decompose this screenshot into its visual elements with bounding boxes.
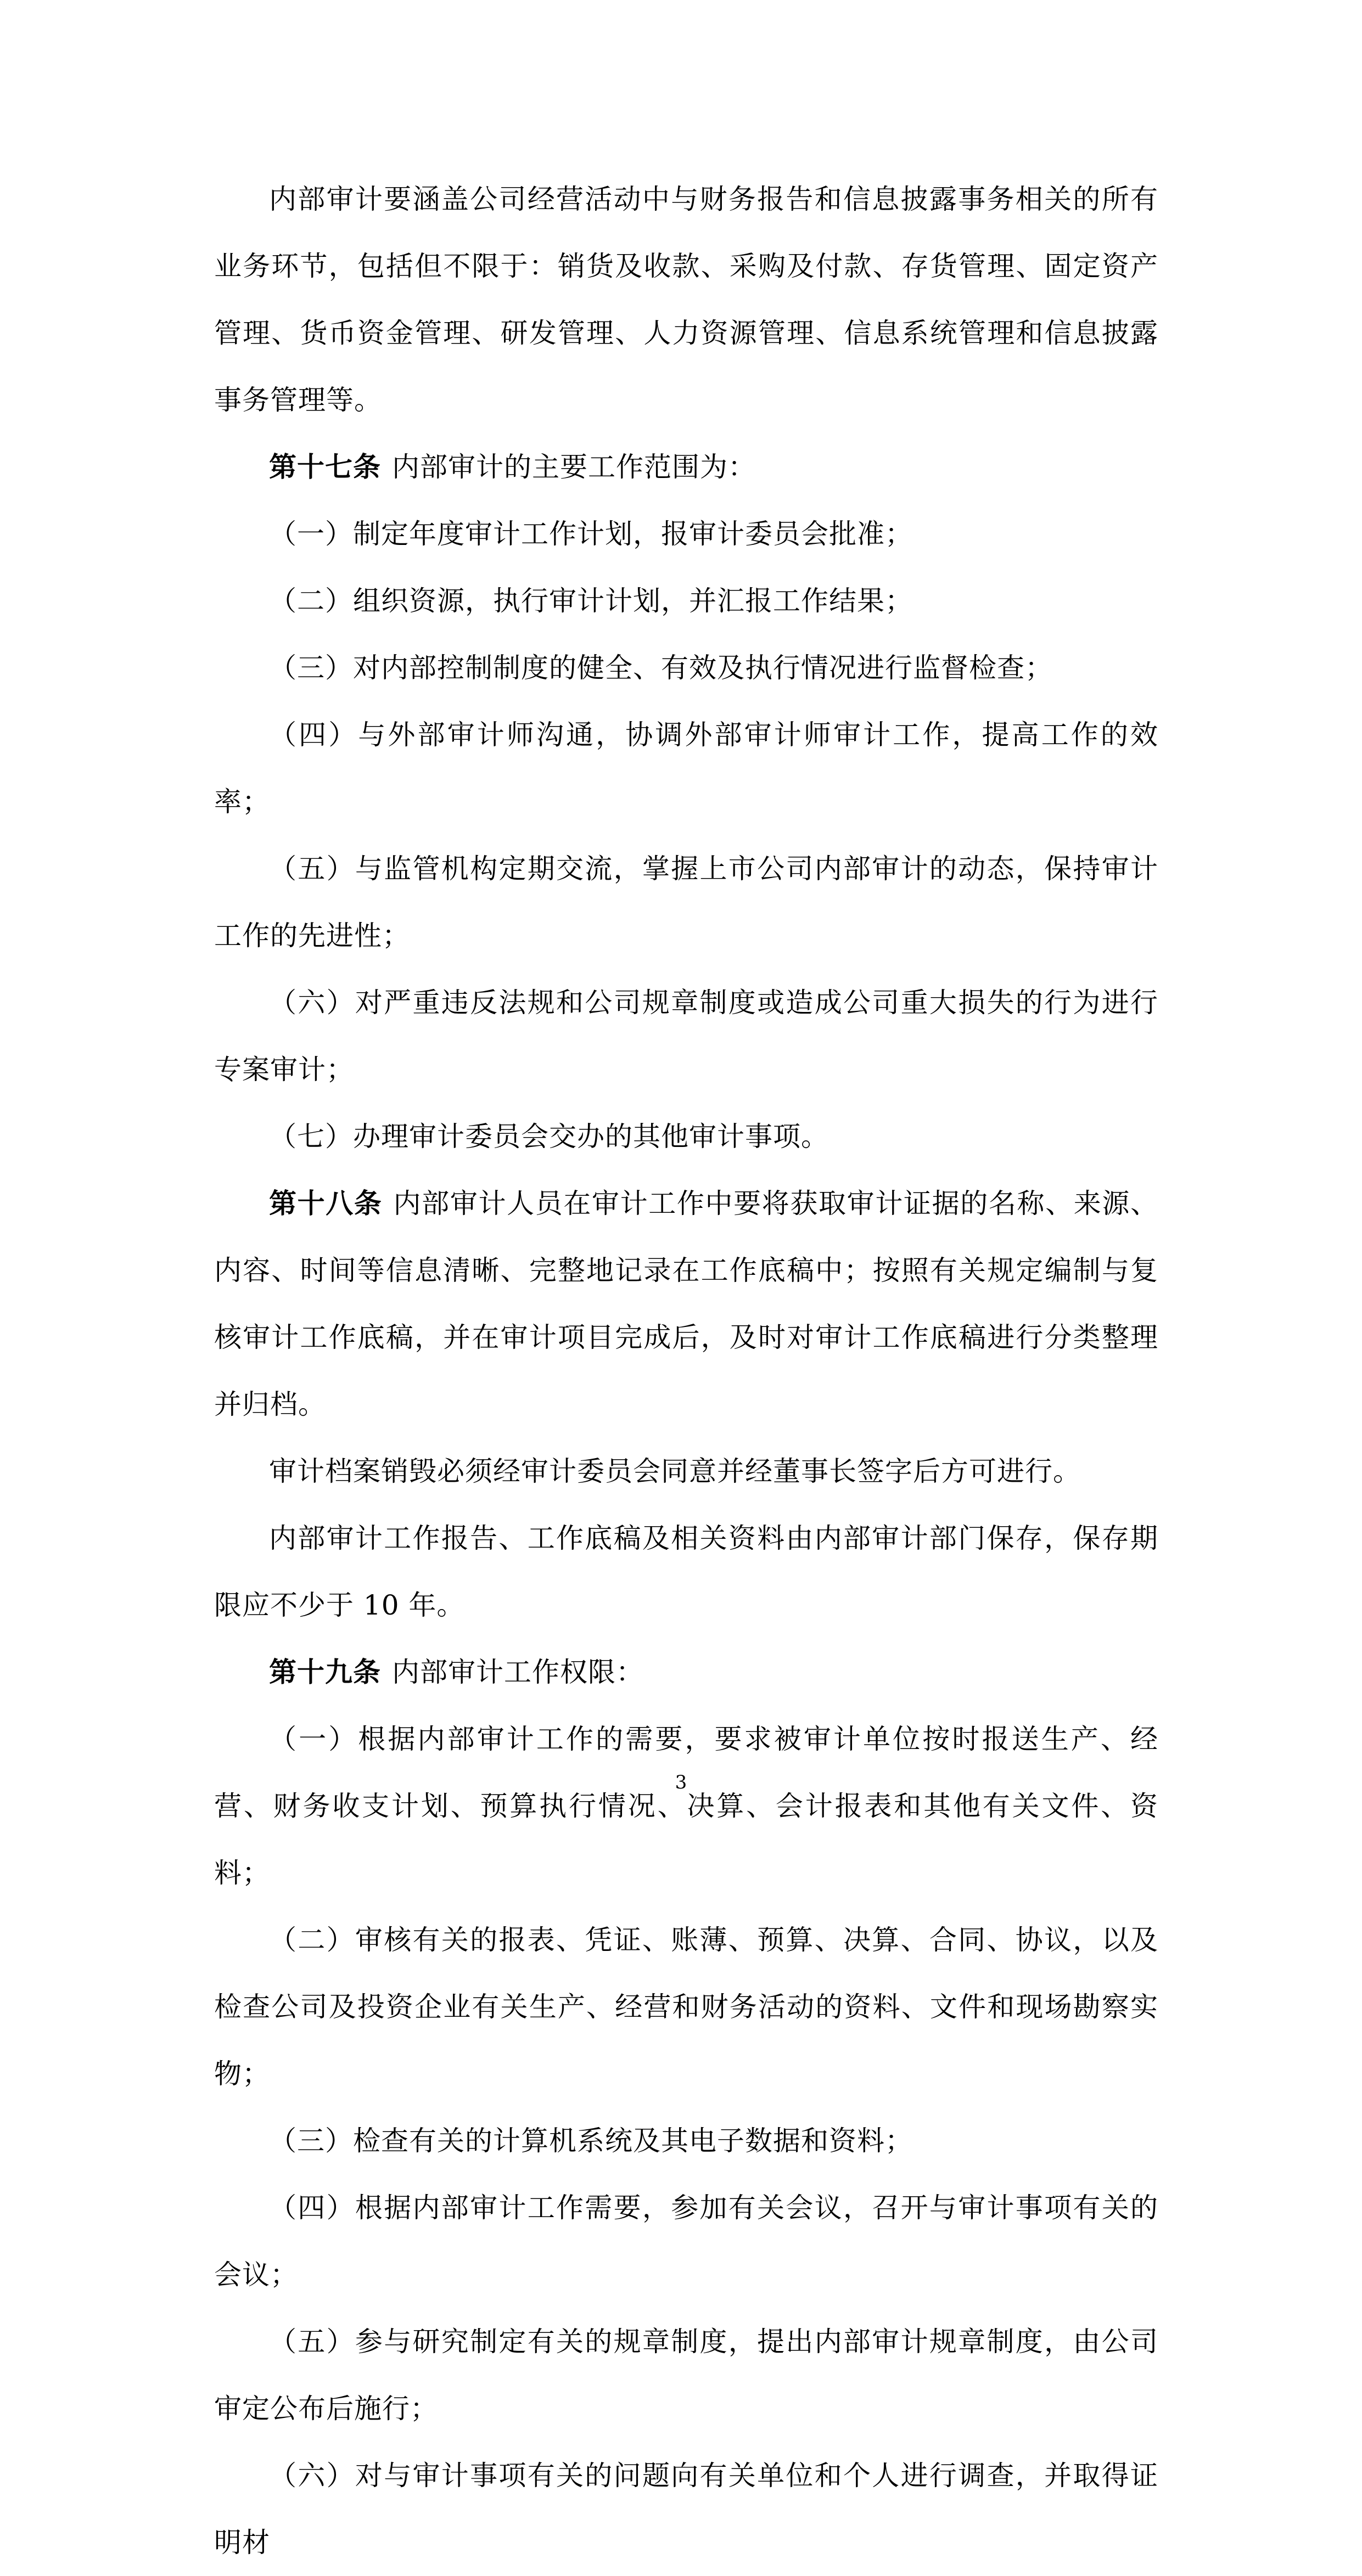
paragraph-text: （六）对与审计事项有关的问题向有关单位和个人进行调查，并取得证明材 (214, 2460, 1158, 2558)
article-19-heading (214, 1639, 1158, 1706)
article-17-heading (214, 434, 1158, 500)
paragraph-text: （三）检查有关的计算机系统及其电子数据和资料； (269, 2125, 913, 2157)
document-body (214, 166, 1158, 2576)
paragraph-text: （四）根据内部审计工作需要，参加有关会议，召开与审计事项有关的会议； (214, 2192, 1158, 2291)
paragraph-archive-retention (214, 1505, 1158, 1639)
paragraph-text: （三）对内部控制制度的健全、有效及执行情况进行监督检查； (269, 652, 1053, 684)
list-item (214, 969, 1158, 1103)
list-item (214, 567, 1158, 634)
list-item (214, 500, 1158, 567)
paragraph-text: 内部审计工作报告、工作底稿及相关资料由内部审计部门保存，保存期限应不少于 10 年。 (214, 1522, 1158, 1621)
list-item (214, 634, 1158, 701)
list-item (214, 2308, 1158, 2442)
paragraph-text: （六）对严重违反法规和公司规章制度或造成公司重大损失的行为进行专案审计； (214, 987, 1158, 1085)
paragraph-text: 审计档案销毁必须经审计委员会同意并经董事长签字后方可进行。 (269, 1455, 1081, 1487)
paragraph-text: （四）与外部审计师沟通，协调外部审计师审计工作，提高工作的效率； (214, 719, 1158, 818)
paragraph-text: 内部审计要涵盖公司经营活动中与财务报告和信息披露事务相关的所有业务环节，包括但不限于：销货及收款、采购及付款、存货管理、固定资产管理、货币资金管理、研发管理、人力资源管理、信息系统管理和信息披露事务管理等。 (214, 183, 1158, 416)
paragraph-text: （二）审核有关的报表、凭证、账薄、预算、决算、合同、协议，以及检查公司及投资企业有关生产、经营和财务活动的资料、文件和现场勘察实物； (214, 1924, 1158, 2090)
list-item (214, 1706, 1158, 1906)
paragraph-audit-coverage (214, 166, 1158, 434)
paragraph-text: （一）根据内部审计工作的需要，要求被审计单位按时报送生产、经营、财务收支计划、预算执行情况、决算、会计报表和其他有关文件、资料； (214, 1723, 1158, 1889)
paragraph-text: （五）参与研究制定有关的规章制度，提出内部审计规章制度，由公司审定公布后施行； (214, 2326, 1158, 2425)
list-item (214, 2174, 1158, 2308)
article-number: 第十八条 (269, 1187, 383, 1219)
article-number: 第十九条 (269, 1656, 381, 1688)
list-item (214, 2442, 1158, 2576)
paragraph-text: （五）与监管机构定期交流，掌握上市公司内部审计的动态，保持审计工作的先进性； (214, 853, 1158, 952)
page-number: 3 (675, 1771, 687, 1793)
article-number: 第十七条 (269, 451, 381, 483)
list-item (214, 1906, 1158, 2107)
article-18-heading (214, 1170, 1158, 1438)
paragraph-archive-destruction (214, 1438, 1158, 1505)
paragraph-text: （一）制定年度审计工作计划，报审计委员会批准； (269, 518, 913, 550)
list-item (214, 835, 1158, 969)
paragraph-text: 内部审计的主要工作范围为： (392, 451, 756, 483)
list-item (214, 1103, 1158, 1170)
paragraph-text: （七）办理审计委员会交办的其他审计事项。 (269, 1121, 829, 1152)
paragraph-text: （二）组织资源，执行审计计划，并汇报工作结果； (269, 585, 913, 617)
list-item (214, 2107, 1158, 2174)
paragraph-text: 内部审计人员在审计工作中要将获取审计证据的名称、来源、内容、时间等信息清晰、完整地记录在工作底稿中；按照有关规定编制与复核审计工作底稿，并在审计项目完成后，及时对审计工作底稿进行分类整理并归档。 (214, 1188, 1159, 1420)
list-item (214, 701, 1158, 835)
paragraph-text: 内部审计工作权限： (392, 1656, 644, 1688)
